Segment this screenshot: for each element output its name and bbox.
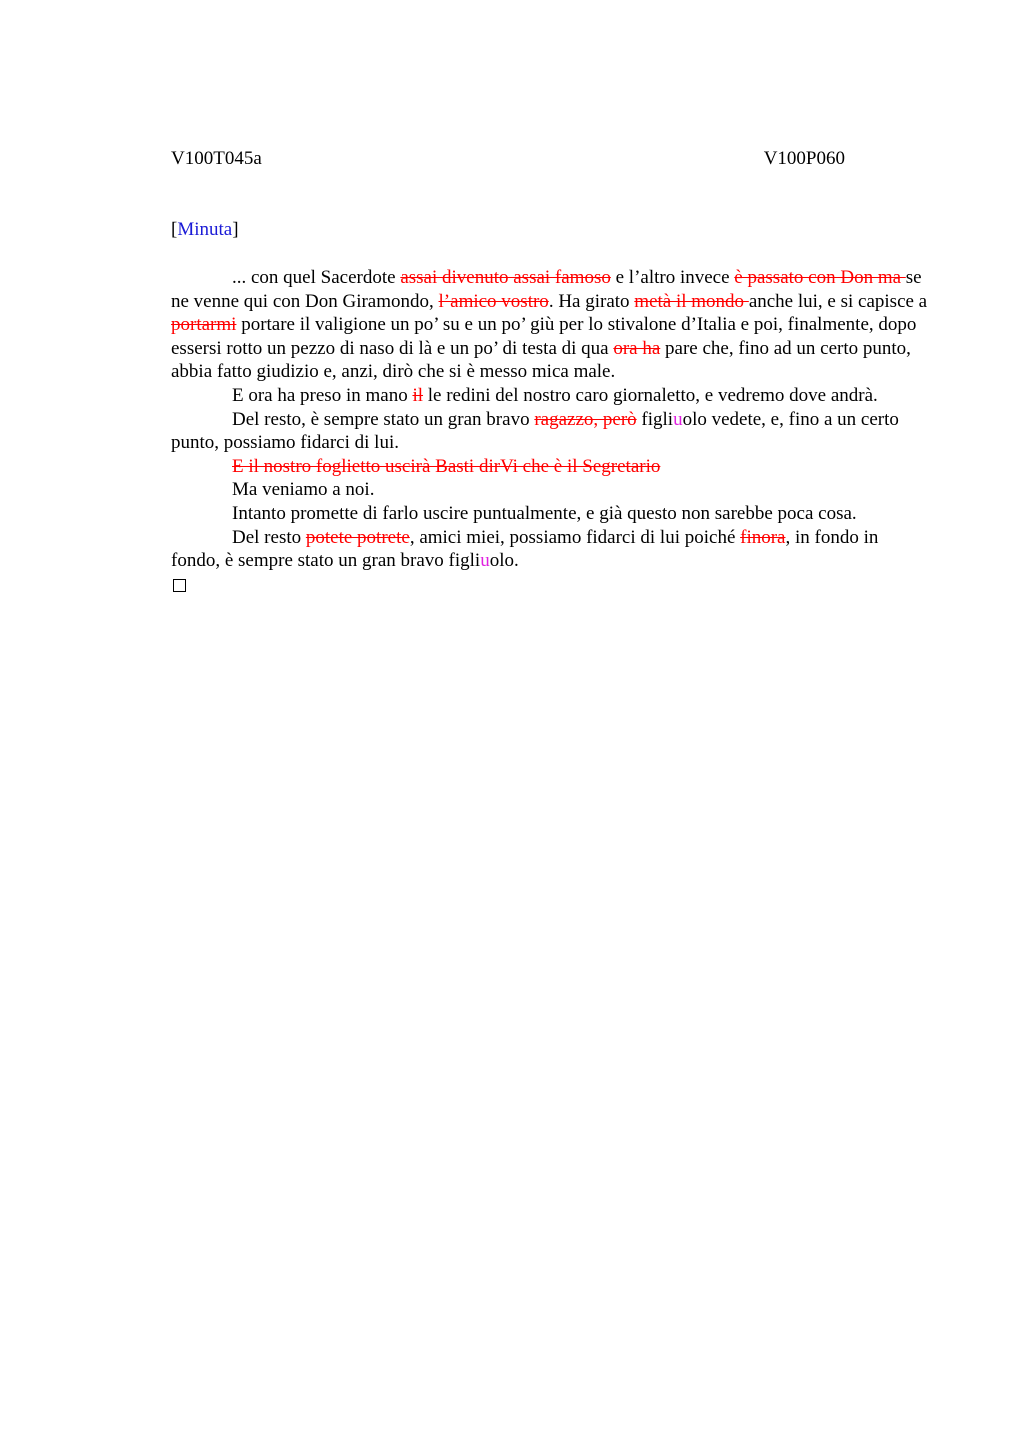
text-run: Ma veniamo a noi. bbox=[232, 479, 375, 501]
deleted-text: l’amico vostro bbox=[438, 290, 549, 312]
deleted-text: portarmi bbox=[171, 314, 237, 336]
end-square-icon bbox=[171, 573, 931, 599]
text-run: pare che, fino ad un certo punto, abbia fatto giudizio e, anzi, dirò che si è messo mica male. bbox=[171, 337, 911, 383]
deleted-text: ora ha bbox=[613, 337, 661, 359]
section-label-text: Minuta bbox=[177, 219, 233, 240]
paragraph bbox=[171, 384, 931, 408]
deleted-text: ragazzo, però bbox=[534, 408, 637, 430]
text-run: e l’altro invece bbox=[610, 267, 735, 288]
deleted-text: metà il mondo bbox=[634, 290, 749, 312]
text-run: olo. bbox=[489, 550, 519, 572]
paragraph bbox=[171, 408, 931, 455]
deleted-text: E il nostro foglietto uscirà Basti dirVi che è il Segretario bbox=[232, 455, 661, 477]
page-code: V100P060 bbox=[763, 148, 845, 169]
text-run: , in fondo in fondo, è sempre stato un gran bravo figli bbox=[171, 526, 879, 572]
text-run: , amici miei, possiamo fidarci di lui poiché bbox=[409, 526, 741, 548]
deleted-text: potete potrete bbox=[305, 526, 410, 548]
text-run: se ne venne qui con Don Giramondo, bbox=[171, 267, 922, 312]
paragraph bbox=[171, 266, 931, 384]
text-run: olo vedete, e, fino a un certo punto, possiamo fidarci di lui. bbox=[171, 408, 899, 454]
text-run: . Ha girato bbox=[548, 290, 635, 312]
paragraph bbox=[171, 478, 931, 502]
paragraph bbox=[171, 526, 931, 573]
deleted-text: il bbox=[412, 384, 424, 406]
deleted-text: è passato con Don ma bbox=[734, 267, 906, 288]
transcription-body bbox=[171, 266, 931, 598]
text-run: ... con quel Sacerdote bbox=[232, 267, 401, 288]
section-label bbox=[171, 218, 239, 242]
inserted-letter: u bbox=[480, 550, 490, 572]
open-bracket: [ bbox=[171, 219, 178, 240]
paragraph bbox=[171, 455, 931, 479]
text-run: Intanto promette di farlo uscire puntualmente, e già questo non sarebbe poca cosa. bbox=[232, 502, 857, 524]
text-run: portare il valigione un po’ su e un po’ giù per lo stivalone d’Italia e poi, finalmente, dopo essersi rotto un pezzo di naso di là e un po’ di testa di qua bbox=[171, 314, 917, 359]
deleted-text: finora bbox=[740, 526, 786, 548]
inserted-letter: u bbox=[673, 408, 683, 430]
paragraph bbox=[171, 502, 931, 526]
text-run: le redini del nostro caro giornaletto, e vedremo dove andrà. bbox=[423, 384, 878, 406]
close-bracket: ] bbox=[232, 219, 239, 240]
text-run: Del resto, è sempre stato un gran bravo bbox=[232, 408, 535, 430]
text-run: figli bbox=[636, 408, 674, 430]
text-run: E ora ha preso in mano bbox=[232, 384, 413, 406]
page-header bbox=[171, 147, 845, 171]
text-run: anche lui, e si capisce a bbox=[748, 290, 928, 312]
document-code: V100T045a bbox=[171, 148, 262, 169]
deleted-text: assai divenuto assai famoso bbox=[400, 267, 611, 288]
text-run: Del resto bbox=[232, 526, 306, 548]
